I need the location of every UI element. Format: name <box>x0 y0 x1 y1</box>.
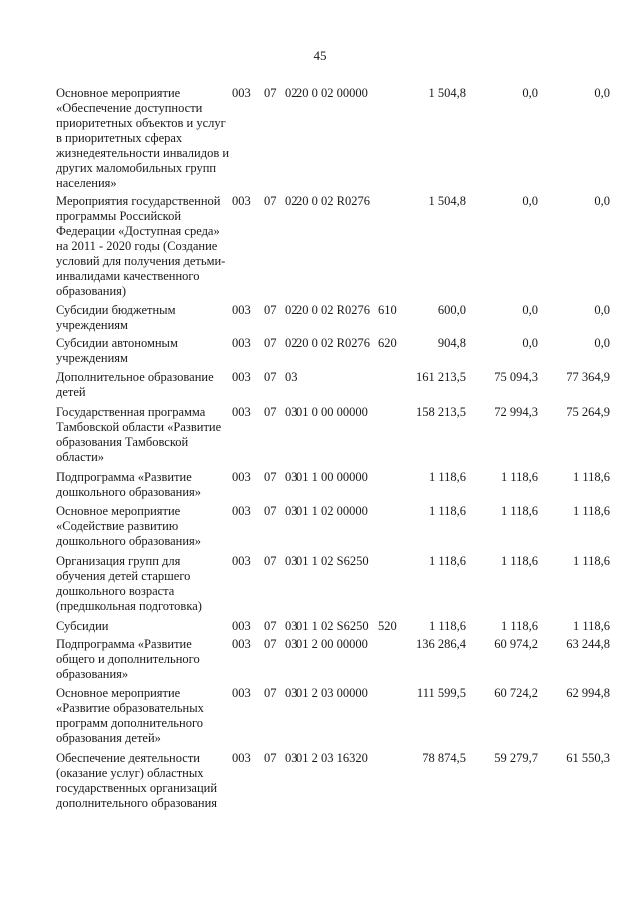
row-name: Основное мероприятие «Обеспечение доступности приоритетных объектов и услуг в приоритетных сферах жизнедеятельности инвалидов и других маломобильных групп населения» <box>56 86 230 190</box>
amount-year3: 77 364,9 <box>566 370 610 384</box>
amount-year3: 62 994,8 <box>566 686 610 700</box>
code-rz: 07 <box>264 303 277 317</box>
amount-year3: 61 550,3 <box>566 751 610 765</box>
amount-year2: 72 994,3 <box>494 405 538 419</box>
code-pr: 03 <box>285 554 298 568</box>
code-pr: 03 <box>285 370 298 384</box>
code-pr: 02 <box>285 303 298 317</box>
code-rz: 07 <box>264 686 277 700</box>
code-rz: 07 <box>264 194 277 208</box>
code-csr: 01 2 03 16320 <box>296 751 368 765</box>
amount-year3: 0,0 <box>594 336 610 350</box>
amount-year1: 1 118,6 <box>428 470 466 484</box>
code-csr: 20 0 02 R0276 <box>296 303 370 317</box>
code-rz: 07 <box>264 637 277 651</box>
amount-year1: 1 118,6 <box>428 619 466 633</box>
amount-year2: 1 118,6 <box>500 554 538 568</box>
code-ved: 003 <box>232 194 251 208</box>
amount-year1: 904,8 <box>437 336 466 350</box>
row-name: Организация групп для обучения детей старшего дошкольного возраста (предшкольная подготовка) <box>56 554 202 613</box>
amount-year2: 1 118,6 <box>500 504 538 518</box>
code-pr: 03 <box>285 504 298 518</box>
code-ved: 003 <box>232 554 251 568</box>
amount-year1: 1 118,6 <box>428 554 466 568</box>
code-ved: 003 <box>232 405 251 419</box>
code-rz: 07 <box>264 86 277 100</box>
code-ved: 003 <box>232 504 251 518</box>
amount-year3: 63 244,8 <box>566 637 610 651</box>
amount-year3: 0,0 <box>594 303 610 317</box>
amount-year2: 60 974,2 <box>494 637 538 651</box>
code-csr: 20 0 02 R0276 <box>296 336 370 350</box>
amount-year1: 111 599,5 <box>416 686 466 700</box>
code-rz: 07 <box>264 470 277 484</box>
code-rz: 07 <box>264 405 277 419</box>
code-csr: 20 0 02 R0276 <box>296 194 370 208</box>
page-number: 45 <box>313 48 327 63</box>
code-rz: 07 <box>264 504 277 518</box>
code-rz: 07 <box>264 370 277 384</box>
row-name: Государственная программа Тамбовской области «Развитие образования Тамбовской области» <box>56 405 222 464</box>
amount-year1: 161 213,5 <box>416 370 466 384</box>
code-pr: 02 <box>285 194 298 208</box>
code-csr: 01 0 00 00000 <box>296 405 368 419</box>
row-name: Дополнительное образование детей <box>56 370 214 399</box>
code-csr: 01 1 02 00000 <box>296 504 368 518</box>
code-ved: 003 <box>232 336 251 350</box>
amount-year2: 0,0 <box>522 303 538 317</box>
code-pr: 02 <box>285 86 298 100</box>
code-ved: 003 <box>232 86 251 100</box>
code-csr: 01 1 00 00000 <box>296 470 368 484</box>
amount-year1: 136 286,4 <box>416 637 466 651</box>
code-csr: 01 1 02 S6250 <box>296 554 369 568</box>
code-ved: 003 <box>232 751 251 765</box>
row-name: Подпрограмма «Развитие общего и дополнительного образования» <box>56 637 200 681</box>
code-ved: 003 <box>232 303 251 317</box>
code-csr: 01 2 00 00000 <box>296 637 368 651</box>
amount-year3: 0,0 <box>594 86 610 100</box>
code-rz: 07 <box>264 751 277 765</box>
row-name: Основное мероприятие «Содействие развитию дошкольного образования» <box>56 504 202 548</box>
amount-year3: 0,0 <box>594 194 610 208</box>
code-csr: 01 1 02 S6250 <box>296 619 369 633</box>
code-csr: 01 2 03 00000 <box>296 686 368 700</box>
row-name: Подпрограмма «Развитие дошкольного образования» <box>56 470 202 499</box>
code-vr: 610 <box>378 303 397 317</box>
code-ved: 003 <box>232 619 251 633</box>
amount-year1: 1 118,6 <box>428 504 466 518</box>
amount-year2: 0,0 <box>522 194 538 208</box>
code-rz: 07 <box>264 336 277 350</box>
amount-year2: 60 724,2 <box>494 686 538 700</box>
amount-year3: 1 118,6 <box>572 470 610 484</box>
code-vr: 520 <box>378 619 397 633</box>
row-name: Субсидии автономным учреждениям <box>56 336 178 365</box>
code-pr: 03 <box>285 619 298 633</box>
amount-year2: 1 118,6 <box>500 470 538 484</box>
row-name: Основное мероприятие «Развитие образовательных программ дополнительного образования детей» <box>56 686 204 745</box>
row-name: Мероприятия государственной программы Российской Федерации «Доступная среда» на 2011 - 2020 годы (Создание условий для получения детьми-инвалидами качественного образования) <box>56 194 226 298</box>
amount-year1: 158 213,5 <box>416 405 466 419</box>
amount-year2: 59 279,7 <box>494 751 538 765</box>
code-pr: 03 <box>285 686 298 700</box>
code-ved: 003 <box>232 686 251 700</box>
amount-year1: 78 874,5 <box>422 751 466 765</box>
amount-year3: 1 118,6 <box>572 504 610 518</box>
code-ved: 003 <box>232 370 251 384</box>
row-name: Обеспечение деятельности (оказание услуг) областных государственных организаций дополнительного образования <box>56 751 218 810</box>
code-rz: 07 <box>264 619 277 633</box>
amount-year3: 75 264,9 <box>566 405 610 419</box>
code-rz: 07 <box>264 554 277 568</box>
amount-year2: 0,0 <box>522 336 538 350</box>
code-csr: 20 0 02 00000 <box>296 86 368 100</box>
amount-year3: 1 118,6 <box>572 619 610 633</box>
code-pr: 02 <box>285 336 298 350</box>
amount-year2: 75 094,3 <box>494 370 538 384</box>
amount-year3: 1 118,6 <box>572 554 610 568</box>
code-pr: 03 <box>285 637 298 651</box>
amount-year2: 0,0 <box>522 86 538 100</box>
amount-year1: 1 504,8 <box>428 194 466 208</box>
amount-year2: 1 118,6 <box>500 619 538 633</box>
row-name: Субсидии <box>56 619 109 633</box>
amount-year1: 1 504,8 <box>428 86 466 100</box>
code-pr: 03 <box>285 470 298 484</box>
row-name: Субсидии бюджетным учреждениям <box>56 303 176 332</box>
code-ved: 003 <box>232 470 251 484</box>
amount-year1: 600,0 <box>437 303 466 317</box>
code-pr: 03 <box>285 751 298 765</box>
code-pr: 03 <box>285 405 298 419</box>
code-ved: 003 <box>232 637 251 651</box>
code-vr: 620 <box>378 336 397 350</box>
